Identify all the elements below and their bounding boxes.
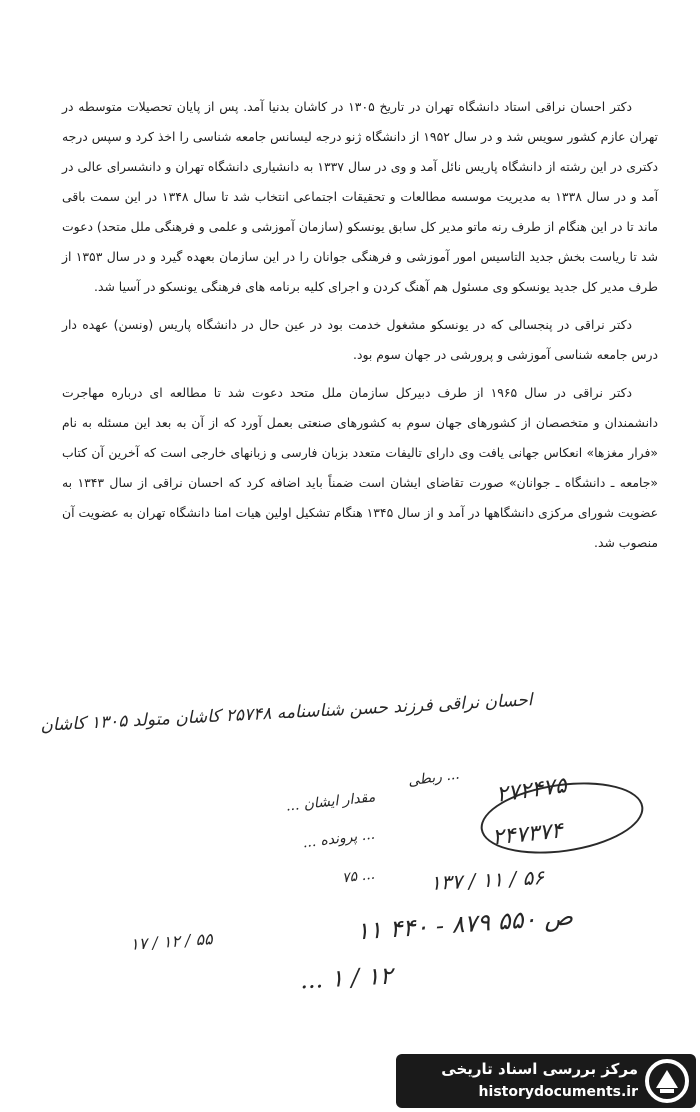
handwritten-note-date: ۱۷ / ۱۲ / ۵۵ [129, 929, 214, 954]
archive-logo-icon [644, 1058, 690, 1104]
paragraph-1: دکتر احسان نراقی استاد دانشگاه تهران در تاریخ ۱۳۰۵ در کاشان بدنیا آمد. پس از پایان تحصیلات متوسطه در تهران عازم کشور سویس شد و در سال ۱۹۵۲ از دانشگاه ژنو درجه لیسانس جامعه شناسی را اخذ کرد و سپس درجه دکتری در این رشته از دانشگاه پاریس نائل آمد و وی در سال ۱۳۳۷ به دانشیاری دانشگاه تهران و دانشسرای عالی در آمد و در سال ۱۳۳۸ به مدیریت موسسه مطالعات و تحقیقات اجتماعی انتخاب شد تا سال ۱۳۴۸ در این سمت باقی ماند تا در این هنگام از طرف رنه ماتو مدیر کل سابق یونسکو (سازمان آموزشی و علمی و فرهنگی ملل متحد) دعوت شد تا ریاست بخش جدید التاسیس امور آموزشی و فرهنگی جوانان را در این سازمان بعهده گیرد و در سال ۱۳۵۳ از طرف مدیر کل جدید یونسکو وی مسئول هم آهنگ کردن و اجرای کلیه برنامه های فرهنگی یونسکو در آسیا شد. [62, 99, 659, 294]
handwritten-reference: ... ربطی [407, 766, 461, 790]
handwritten-bottom-mark: ۱۲ / ۱ ... [299, 961, 394, 995]
handwritten-note-line-2: ... پرونده ... [301, 826, 376, 852]
handwritten-date: ۱۳۷ / ۱۱ / ۵۶ [429, 865, 545, 895]
handwritten-identity-line: احسان نراقی فرزند حسن شناسنامه ۲۵۷۴۸ کاشان متولد ۱۳۰۵ کاشان [39, 690, 534, 736]
handwritten-note-line-3: ... ۷۵ [341, 866, 376, 887]
typed-text-block [62, 92, 658, 566]
paragraph-2: دکتر نراقی در پنجسالی که در یونسکو مشغول خدمت بود در عین حال در دانشگاه پاریس (ونسن) عهده دار درس جامعه شناسی آموزشی و پرورشی در جهان سوم بود. [62, 317, 658, 362]
handwritten-note-line-1: مقدار ایشان ... [285, 789, 376, 815]
paragraph-3: دکتر نراقی در سال ۱۹۶۵ از طرف دبیرکل سازمان ملل متحد دعوت شد تا مطالعه ای درباره مهاجرت دانشمندان و متخصصان از کشورهای جهان سوم به کشورهای صنعتی بعمل آورد که از آن به بعد این مسئله به نام «فرار مغزها» انعکاس جهانی یافت وی دارای تالیفات متعدد بزبان فارسی و زبانهای خارجی است که آخرین آن کتاب «جامعه ـ دانشگاه ـ جوانان» صورت تقاضای ایشان است ضمناً باید اضافه کرد که احسان نراقی از سال ۱۳۴۳ به عضویت شورای مرکزی دانشگاهها در آمد و از سال ۱۳۴۵ هنگام تشکیل اولین هیات امنا دانشگاه تهران به عضویت آن منصوب شد. [62, 385, 658, 550]
handwritten-circled-number-2: ۲۴۷۳۷۴ [490, 818, 565, 851]
handwritten-code: ۱۱ ص ۵۵۰ ۸۷۹ - ۴۴۰ [355, 902, 574, 946]
handwritten-circled-number-1: ۲۷۲۴۷۵ [494, 773, 569, 808]
watermark-name: مرکز بررسی اسناد تاریخی [441, 1060, 638, 1078]
watermark-banner [396, 1054, 696, 1108]
watermark-url: historydocuments.ir [478, 1084, 638, 1100]
